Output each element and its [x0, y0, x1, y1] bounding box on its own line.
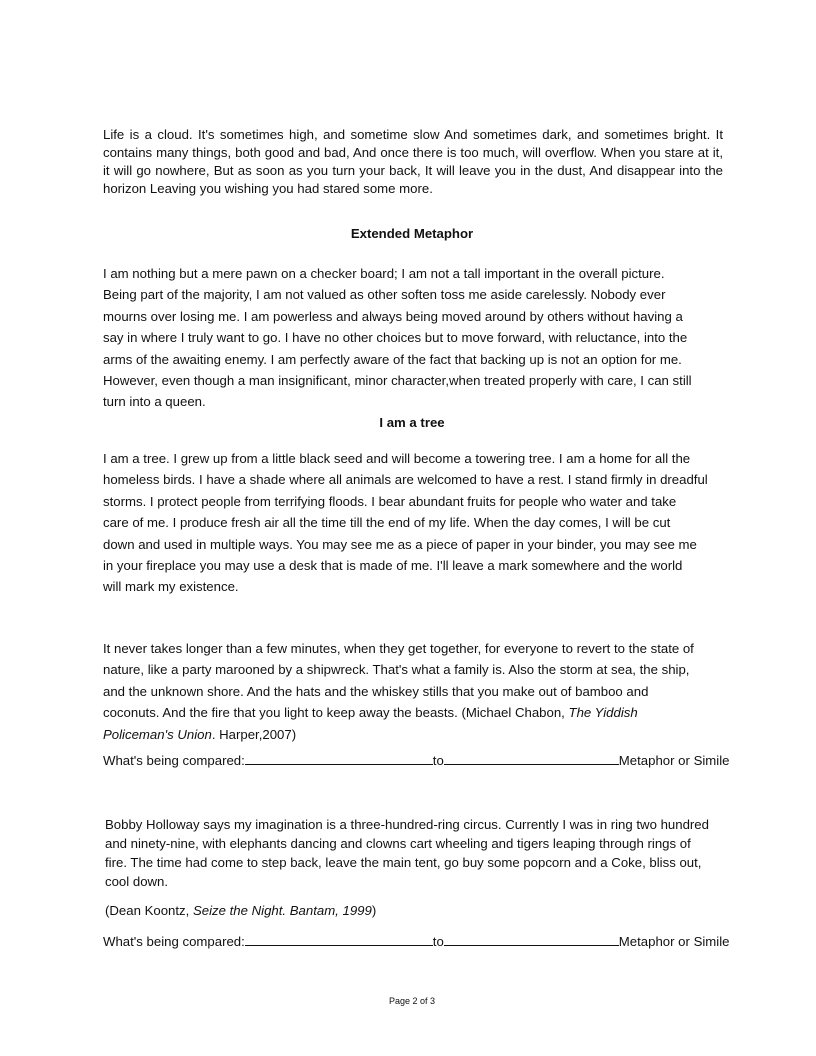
chabon-line — [103, 724, 723, 745]
pawn-line: mourns over losing me. I am powerless and always being moved around by others without having a — [103, 308, 683, 324]
tree-heading: I am a tree — [379, 415, 445, 430]
compare-row-2 — [103, 932, 729, 949]
pawn-line: However, even though a man insignificant, minor character,when treated properly with care, I can still — [103, 373, 692, 389]
compare-to-label: to — [432, 753, 444, 768]
chabon-line-text: coconuts. And the fire that you light to keep away the beasts. (Michael Chabon, — [103, 705, 569, 721]
chabon-publisher: . Harper,2007) — [211, 726, 297, 742]
koontz-citation — [105, 903, 725, 918]
compare-label: What's being compared: — [103, 753, 245, 768]
chabon-paragraph — [103, 638, 723, 745]
compare-row-1 — [103, 751, 729, 768]
tree-line: in your fireplace you may use a desk that is made of me. I'll leave a mark somewhere and the world — [103, 558, 683, 574]
compared-item-2-blank[interactable] — [444, 751, 619, 765]
koontz-cite-open: (Dean Koontz, — [105, 903, 193, 918]
metaphor-or-simile-label: Metaphor or Simile — [618, 753, 730, 768]
cloud-paragraph: Life is a cloud. It's sometimes high, and sometime slow And sometimes dark, and sometimes bright. It contains many things, both good and bad, And once there is too much, will overflow. When you stare at it, it will go nowhere, But as soon as you turn your back, It will leave you in the dust, And disappear into the horizon Leaving you wishing you had stared some more. — [103, 127, 723, 196]
koontz-line: cool down. — [105, 874, 169, 889]
metaphor-or-simile-label: Metaphor or Simile — [618, 934, 730, 949]
koontz-line: fire. The time had come to step back, leave the main tent, go buy some popcorn and a Coke, bliss out, — [105, 855, 702, 870]
pawn-line: arms of the awaiting enemy. I am perfectly aware of the fact that backing up is not an option for me. — [103, 351, 682, 367]
chabon-book-title: Policeman's Union — [103, 726, 212, 742]
chabon-line — [103, 702, 723, 723]
extended-metaphor-heading: Extended Metaphor — [350, 226, 474, 241]
pawn-paragraph — [103, 263, 723, 413]
tree-paragraph — [103, 448, 723, 598]
pawn-line: say in where I truly want to go. I have no other choices but to move forward, with reluctance, into the — [103, 330, 688, 346]
chabon-line: It never takes longer than a few minutes, when they get together, for everyone to revert to the state of — [103, 641, 694, 656]
pawn-line: turn into a queen. — [103, 394, 206, 410]
tree-line: down and used in multiple ways. You may see me as a piece of paper in your binder, you may see me — [103, 536, 697, 552]
compare-label: What's being compared: — [103, 934, 245, 949]
tree-line: I am a tree. I grew up from a little black seed and will become a towering tree. I am a home for all the — [103, 451, 691, 466]
koontz-cite-close: ) — [371, 903, 377, 918]
koontz-line: and ninety-nine, with elephants dancing and clowns cart wheeling and tigers leaping through rings of — [105, 836, 691, 851]
compare-to-label: to — [432, 934, 444, 949]
tree-line: storms. I protect people from terrifying floods. I bear abundant fruits for people who water and take — [103, 493, 677, 509]
pawn-line: Being part of the majority, I am not valued as other soften toss me aside carelessly. Nobody ever — [103, 287, 666, 303]
koontz-paragraph — [105, 815, 725, 891]
compared-item-1-blank[interactable] — [245, 751, 433, 765]
chabon-book-title: The Yiddish — [568, 705, 638, 721]
page-number: Page 2 of 3 — [388, 996, 436, 1006]
koontz-line: Bobby Holloway says my imagination is a three-hundred-ring circus. Currently I was in ring two hundred — [105, 817, 709, 832]
pawn-line: I am nothing but a mere pawn on a checker board; I am not a tall important in the overall picture. — [103, 266, 665, 281]
compared-item-1-blank[interactable] — [245, 932, 433, 946]
tree-line: care of me. I produce fresh air all the time till the end of my life. When the day comes, I will be cut — [103, 515, 671, 531]
chabon-line: nature, like a party marooned by a shipwreck. That's what a family is. Also the storm at sea, the ship, — [103, 662, 690, 678]
tree-line: homeless birds. I have a shade where all animals are welcomed to have a rest. I stand firmly in dreadful — [103, 472, 708, 488]
chabon-line: and the unknown shore. And the hats and the whiskey stills that you make out of bamboo and — [103, 683, 649, 699]
tree-line: will mark my existence. — [103, 579, 239, 595]
koontz-cite-title: Seize the Night. Bantam, 1999 — [192, 903, 372, 918]
compared-item-2-blank[interactable] — [444, 932, 619, 946]
